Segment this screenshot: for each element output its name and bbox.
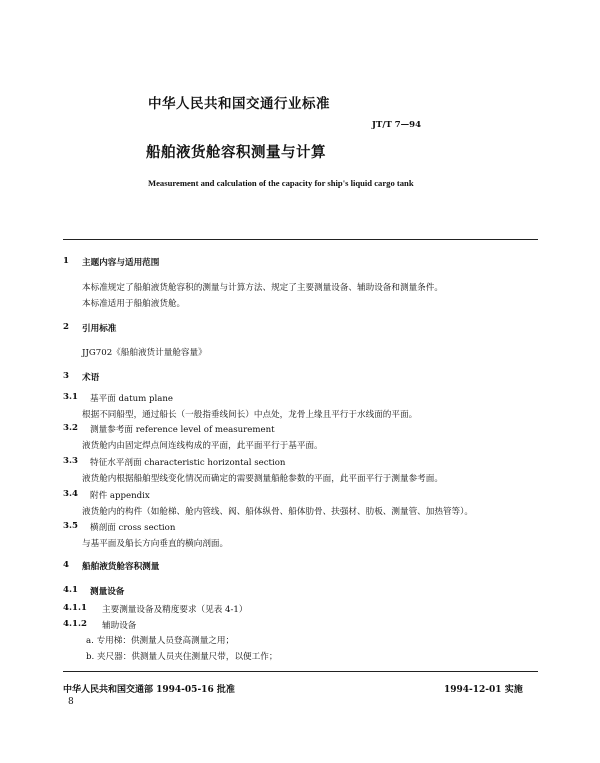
term-3-4-definition: 液货舱内的构件（如舱梯、舱内管线、阀、船体纵骨、船体肋骨、扶强材、肋板、测量管、加热管等）。: [82, 507, 474, 517]
section-4-1-title: 测量设备: [90, 587, 125, 597]
page-number: 8: [68, 697, 74, 707]
section-4-1-2-title: 辅助设备: [102, 621, 137, 631]
section-1-paragraph-1: 本标准规定了船舶液货舱容积的测量与计算方法、规定了主要测量设备、辅助设备和测量条件。: [82, 283, 443, 293]
term-3-3-definition: 液货舱内根据船舶型线变化情况而确定的需要测量船舱参数的平面，此平面平行于测量参考面。: [82, 474, 443, 484]
section-4-number: 4: [63, 560, 69, 570]
effective-date: 1994-12-01 实施: [444, 685, 523, 695]
section-3-title: 术语: [82, 373, 100, 383]
term-3-1-number: 3.1: [63, 392, 78, 402]
section-2-title: 引用标准: [82, 324, 117, 334]
section-1-paragraph-2: 本标准适用于船舶液货舱。: [82, 299, 186, 309]
term-3-2-number: 3.2: [63, 423, 78, 433]
term-3-5-number: 3.5: [63, 521, 78, 531]
section-1-title: 主题内容与适用范围: [82, 258, 160, 268]
standard-code: JT/T 7—94: [372, 120, 421, 130]
term-3-4-number: 3.4: [63, 489, 78, 499]
standard-category: 中华人民共和国交通行业标准: [148, 96, 330, 112]
document-title-en: Measurement and calculation of the capacity for ship's liquid cargo tank: [148, 178, 414, 188]
list-item-a: a. 专用梯：供测量人员登高测量之用；: [86, 636, 235, 646]
term-3-1-definition: 根据不同船型，通过船长（一般指垂线间长）中点处，龙骨上缘且平行于水线面的平面。: [82, 410, 418, 420]
footer-divider: [63, 671, 538, 672]
section-4-1-number: 4.1: [63, 585, 78, 595]
document-title-cn: 船舶液货舱容积测量与计算: [146, 144, 326, 161]
term-3-3-number: 3.3: [63, 456, 78, 466]
term-3-3-title: 特征水平剖面 characteristic horizontal section: [90, 458, 286, 468]
term-3-5-definition: 与基平面及船长方向垂直的横向剖面。: [82, 539, 229, 549]
term-3-2-definition: 液货舱内由固定焊点间连线构成的平面，此平面平行于基平面。: [82, 441, 323, 451]
term-3-2-title: 测量参考面 reference level of measurement: [90, 425, 275, 435]
header-divider: [63, 239, 538, 240]
list-item-b: b. 夹尺器：供测量人员夹住测量尺带，以便工作；: [86, 652, 278, 662]
section-4-1-1-number: 4.1.1: [63, 603, 87, 613]
section-4-1-2-number: 4.1.2: [63, 619, 87, 629]
section-3-number: 3: [63, 371, 69, 381]
section-4-1-1-title: 主要测量设备及精度要求（见表 4-1）: [102, 605, 248, 615]
approval-issuer: 中华人民共和国交通部 1994-05-16 批准: [63, 685, 235, 695]
section-2-reference: JJG702《船舶液货计量舱容量》: [82, 348, 207, 358]
section-4-title: 船舶液货舱容积测量: [82, 562, 160, 572]
section-2-number: 2: [63, 322, 69, 332]
term-3-5-title: 横剖面 cross section: [90, 523, 176, 533]
section-1-number: 1: [63, 256, 69, 266]
term-3-1-title: 基平面 datum plane: [90, 394, 174, 404]
term-3-4-title: 附件 appendix: [90, 491, 150, 501]
